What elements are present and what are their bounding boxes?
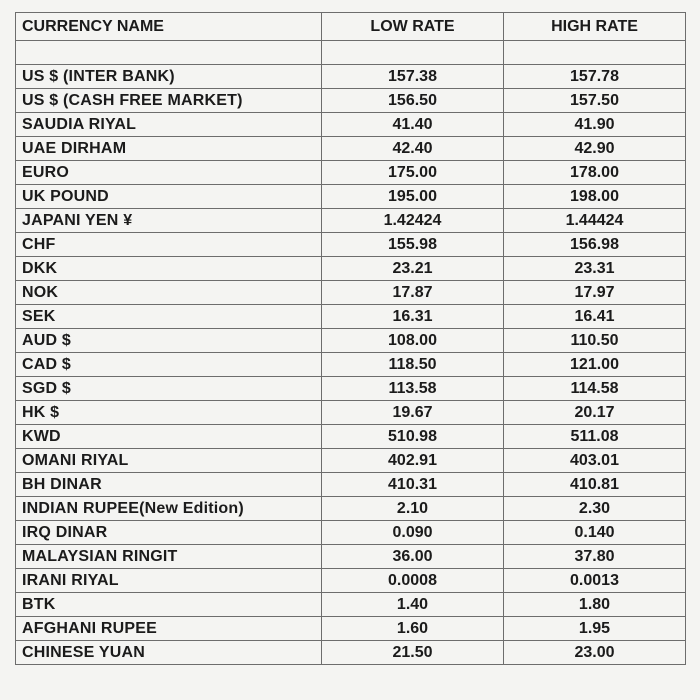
currency-name-cell: IRQ DINAR [16,521,322,545]
high-rate-cell: 0.0013 [504,569,686,593]
high-rate-cell: 1.44424 [504,209,686,233]
table-row [16,257,686,281]
high-rate-cell: 2.30 [504,497,686,521]
table-row [16,593,686,617]
table-row [16,521,686,545]
currency-name-cell: US $ (CASH FREE MARKET) [16,89,322,113]
blank-row [16,41,686,65]
blank-cell [16,41,322,65]
low-rate-cell: 16.31 [322,305,504,329]
high-rate-cell: 198.00 [504,185,686,209]
high-rate-cell: 178.00 [504,161,686,185]
low-rate-cell: 42.40 [322,137,504,161]
table-row [16,569,686,593]
currency-name-cell: MALAYSIAN RINGIT [16,545,322,569]
low-rate-cell: 108.00 [322,329,504,353]
low-rate-cell: 21.50 [322,641,504,665]
header-high-rate: HIGH RATE [504,13,686,41]
currency-name-cell: BH DINAR [16,473,322,497]
table-row [16,353,686,377]
high-rate-cell: 1.80 [504,593,686,617]
high-rate-cell: 20.17 [504,401,686,425]
table-row [16,401,686,425]
low-rate-cell: 410.31 [322,473,504,497]
low-rate-cell: 510.98 [322,425,504,449]
currency-name-cell: KWD [16,425,322,449]
currency-name-cell: AFGHANI RUPEE [16,617,322,641]
table-row [16,425,686,449]
currency-name-cell: BTK [16,593,322,617]
low-rate-cell: 195.00 [322,185,504,209]
currency-name-cell: HK $ [16,401,322,425]
low-rate-cell: 2.10 [322,497,504,521]
low-rate-cell: 23.21 [322,257,504,281]
low-rate-cell: 1.60 [322,617,504,641]
low-rate-cell: 41.40 [322,113,504,137]
currency-name-cell: CHINESE YUAN [16,641,322,665]
low-rate-cell: 113.58 [322,377,504,401]
table-row [16,161,686,185]
currency-name-cell: JAPANI YEN ¥ [16,209,322,233]
table-row [16,377,686,401]
low-rate-cell: 402.91 [322,449,504,473]
table-row [16,545,686,569]
high-rate-cell: 110.50 [504,329,686,353]
low-rate-cell: 175.00 [322,161,504,185]
low-rate-cell: 0.090 [322,521,504,545]
table-row [16,281,686,305]
header-row [16,13,686,41]
high-rate-cell: 114.58 [504,377,686,401]
high-rate-cell: 23.31 [504,257,686,281]
table-row [16,185,686,209]
high-rate-cell: 511.08 [504,425,686,449]
table-row [16,233,686,257]
high-rate-cell: 17.97 [504,281,686,305]
low-rate-cell: 17.87 [322,281,504,305]
table-row [16,305,686,329]
currency-name-cell: IRANI RIYAL [16,569,322,593]
currency-name-cell: AUD $ [16,329,322,353]
high-rate-cell: 403.01 [504,449,686,473]
currency-rates-table [15,12,686,665]
currency-name-cell: SAUDIA RIYAL [16,113,322,137]
table-row [16,641,686,665]
currency-name-cell: US $ (INTER BANK) [16,65,322,89]
currency-name-cell: UAE DIRHAM [16,137,322,161]
table-row [16,65,686,89]
table-row [16,89,686,113]
low-rate-cell: 19.67 [322,401,504,425]
table-row [16,497,686,521]
currency-name-cell: DKK [16,257,322,281]
high-rate-cell: 1.95 [504,617,686,641]
low-rate-cell: 118.50 [322,353,504,377]
low-rate-cell: 155.98 [322,233,504,257]
low-rate-cell: 1.40 [322,593,504,617]
currency-name-cell: EURO [16,161,322,185]
table-row [16,473,686,497]
high-rate-cell: 121.00 [504,353,686,377]
currency-name-cell: CHF [16,233,322,257]
currency-name-cell: CAD $ [16,353,322,377]
table-header [16,13,686,41]
high-rate-cell: 16.41 [504,305,686,329]
blank-cell [504,41,686,65]
high-rate-cell: 23.00 [504,641,686,665]
high-rate-cell: 37.80 [504,545,686,569]
header-currency-name: CURRENCY NAME [16,13,322,41]
low-rate-cell: 0.0008 [322,569,504,593]
currency-name-cell: SEK [16,305,322,329]
currency-name-cell: INDIAN RUPEE(New Edition) [16,497,322,521]
table-body [16,41,686,665]
blank-cell [322,41,504,65]
currency-name-cell: NOK [16,281,322,305]
currency-name-cell: UK POUND [16,185,322,209]
header-low-rate: LOW RATE [322,13,504,41]
currency-name-cell: OMANI RIYAL [16,449,322,473]
table-row [16,449,686,473]
table-row [16,113,686,137]
low-rate-cell: 1.42424 [322,209,504,233]
high-rate-cell: 0.140 [504,521,686,545]
table-row [16,329,686,353]
high-rate-cell: 156.98 [504,233,686,257]
currency-name-cell: SGD $ [16,377,322,401]
table-row [16,137,686,161]
table-row [16,209,686,233]
high-rate-cell: 42.90 [504,137,686,161]
high-rate-cell: 410.81 [504,473,686,497]
low-rate-cell: 156.50 [322,89,504,113]
low-rate-cell: 36.00 [322,545,504,569]
low-rate-cell: 157.38 [322,65,504,89]
table-row [16,617,686,641]
high-rate-cell: 41.90 [504,113,686,137]
high-rate-cell: 157.78 [504,65,686,89]
high-rate-cell: 157.50 [504,89,686,113]
